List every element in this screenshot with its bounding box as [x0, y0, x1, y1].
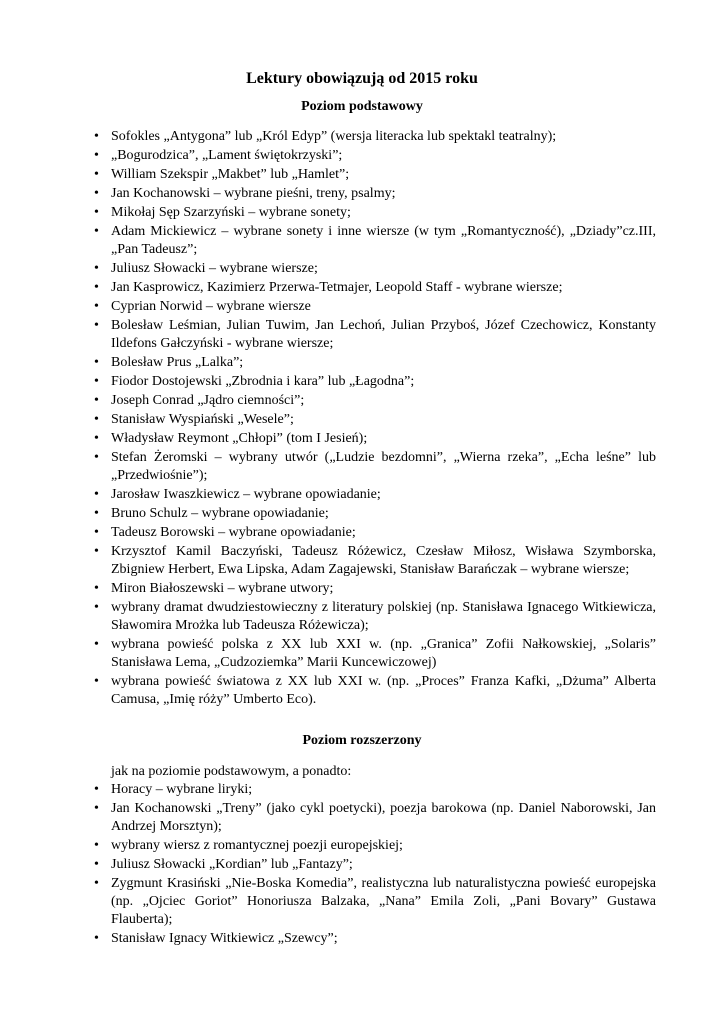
list-item-text: Horacy – wybrane liryki; — [111, 782, 253, 797]
bullet-icon: • — [94, 261, 99, 276]
list-item — [94, 505, 656, 523]
bullet-icon: • — [94, 674, 99, 689]
bullet-icon: • — [94, 393, 99, 408]
bullet-icon: • — [94, 801, 99, 816]
bullet-icon: • — [94, 931, 99, 946]
list-item-text: Mikołaj Sęp Szarzyński – wybrane sonety; — [111, 205, 351, 220]
list-item-text: Fiodor Dostojewski „Zbrodnia i kara” lub „Łagodna”; — [111, 374, 415, 389]
bullet-icon: • — [94, 167, 99, 182]
list-item-text: Zygmunt Krasiński „Nie-Boska Komedia”, realistyczna lub naturalistyczna powieść europejska (np. „Ojciec Goriot” Honoriusza Balzaka, „Nana” Emila Zoli, „Pani Bovary” Gustawa Flauberta); — [111, 876, 656, 927]
bullet-icon: • — [94, 205, 99, 220]
list-item — [94, 430, 656, 448]
list-item-text: Stanisław Ignacy Witkiewicz „Szewcy”; — [111, 931, 338, 946]
list-item — [94, 486, 656, 504]
list-item-text: Jarosław Iwaszkiewicz – wybrane opowiadanie; — [111, 487, 381, 502]
list-item-text: wybrana powieść polska z XX lub XXI w. (np. „Granica” Zofii Nałkowskiej, „Solaris” Stanisława Lema, „Cudzoziemka” Marii Kuncewiczowej) — [111, 637, 656, 670]
list-item — [94, 392, 656, 410]
bullet-icon: • — [94, 857, 99, 872]
list-item-text: Krzysztof Kamil Baczyński, Tadeusz Różewicz, Czesław Miłosz, Wisława Szymborska, Zbigniew Herbert, Ewa Lipska, Adam Zagajewski, Stanisław Barańczak – wybrane wiersze; — [111, 544, 656, 577]
list-item — [94, 185, 656, 203]
bullet-icon: • — [94, 487, 99, 502]
list-item — [94, 128, 656, 146]
document-title: Lektury obowiązują od 2015 roku — [246, 70, 478, 87]
list-item-text: Cyprian Norwid – wybrane wiersze — [111, 299, 311, 314]
list-item — [94, 166, 656, 184]
extended-intro: jak na poziomie podstawowym, a ponadto: — [111, 764, 352, 779]
list-item — [94, 781, 656, 799]
list-item-text: „Bogurodzica”, „Lament świętokrzyski”; — [111, 148, 343, 163]
bullet-icon: • — [94, 318, 99, 333]
list-item — [94, 354, 656, 372]
list-item-text: Tadeusz Borowski – wybrane opowiadanie; — [111, 525, 356, 540]
list-item-text: Stefan Żeromski – wybrany utwór („Ludzie bezdomni”, „Wierna rzeka”, „Echa leśne” lub „Przedwiośnie”); — [111, 450, 656, 483]
list-item-text: Stanisław Wyspiański „Wesele”; — [111, 412, 294, 427]
bullet-icon: • — [94, 838, 99, 853]
bullet-icon: • — [94, 506, 99, 521]
list-item — [94, 599, 656, 635]
list-item — [94, 673, 656, 709]
list-item-text: Adam Mickiewicz – wybrane sonety i inne wiersze (w tym „Romantyczność), „Dziady”cz.III,„Pan Tadeusz”; — [111, 224, 656, 257]
bullet-icon: • — [94, 544, 99, 559]
list-item-text: Sofokles „Antygona” lub „Król Edyp” (wersja literacka lub spektakl teatralny); — [111, 129, 557, 144]
list-item — [94, 580, 656, 598]
bullet-icon: • — [94, 431, 99, 446]
bullet-icon: • — [94, 129, 99, 144]
bullet-icon: • — [94, 355, 99, 370]
list-item — [94, 260, 656, 278]
bullet-icon: • — [94, 148, 99, 163]
list-item-text: wybrany wiersz z romantycznej poezji europejskiej; — [111, 838, 403, 853]
bullet-icon: • — [94, 280, 99, 295]
list-item — [94, 223, 656, 259]
bullet-icon: • — [94, 412, 99, 427]
reading-list-extended — [94, 781, 656, 949]
bullet-icon: • — [94, 299, 99, 314]
bullet-icon: • — [94, 224, 99, 239]
bullet-icon: • — [94, 782, 99, 797]
bullet-icon: • — [94, 581, 99, 596]
list-item — [94, 411, 656, 429]
list-item — [94, 279, 656, 297]
list-item-text: Miron Białoszewski – wybrane utwory; — [111, 581, 334, 596]
bullet-icon: • — [94, 450, 99, 465]
section-heading-extended: Poziom rozszerzony — [302, 733, 422, 748]
reading-list-basic — [94, 128, 656, 710]
list-item-text: Juliusz Słowacki – wybrane wiersze; — [111, 261, 318, 276]
list-item — [94, 800, 656, 836]
list-item — [94, 147, 656, 165]
bullet-icon: • — [94, 374, 99, 389]
list-item — [94, 875, 656, 929]
bullet-icon: • — [94, 876, 99, 891]
list-item-text: Jan Kasprowicz, Kazimierz Przerwa-Tetmajer, Leopold Staff - wybrane wiersze; — [111, 280, 563, 295]
list-item-text: Bruno Schulz – wybrane opowiadanie; — [111, 506, 329, 521]
list-item-text: Juliusz Słowacki „Kordian” lub „Fantazy”; — [111, 857, 353, 872]
bullet-icon: • — [94, 525, 99, 540]
bullet-icon: • — [94, 186, 99, 201]
list-item-text: Jan Kochanowski – wybrane pieśni, treny, psalmy; — [111, 186, 396, 201]
list-item-text: wybrana powieść światowa z XX lub XXI w. (np. „Proces” Franza Kafki, „Dżuma” Alberta Camusa, „Imię róży” Umberto Eco). — [111, 674, 656, 707]
list-item — [94, 856, 656, 874]
list-item — [94, 449, 656, 485]
list-item-text: Jan Kochanowski „Treny” (jako cykl poetycki), poezja barokowa (np. Daniel Naborowski, Jan Andrzej Morsztyn); — [111, 801, 656, 834]
list-item-text: Bolesław Leśmian, Julian Tuwim, Jan Lechoń, Julian Przyboś, Józef Czechowicz, Konstanty Ildefons Gałczyński - wybrane wiersze; — [111, 318, 656, 351]
list-item — [94, 543, 656, 579]
list-item-text: Władysław Reymont „Chłopi” (tom I Jesień); — [111, 431, 368, 446]
list-item — [94, 317, 656, 353]
list-item — [94, 837, 656, 855]
list-item — [94, 524, 656, 542]
list-item-text: William Szekspir „Makbet” lub „Hamlet”; — [111, 167, 350, 182]
section-heading-basic: Poziom podstawowy — [301, 99, 423, 114]
list-item — [94, 298, 656, 316]
list-item-text: wybrany dramat dwudziestowieczny z literatury polskiej (np. Stanisława Ignacego Witkiewicza, Sławomira Mrożka lub Tadeusza Różewicza); — [111, 600, 656, 633]
list-item — [94, 636, 656, 672]
list-item-text: Bolesław Prus „Lalka”; — [111, 355, 244, 370]
bullet-icon: • — [94, 637, 99, 652]
list-item — [94, 930, 656, 948]
list-item-text: Joseph Conrad „Jądro ciemności”; — [111, 393, 305, 408]
bullet-icon: • — [94, 600, 99, 615]
list-item — [94, 373, 656, 391]
list-item — [94, 204, 656, 222]
